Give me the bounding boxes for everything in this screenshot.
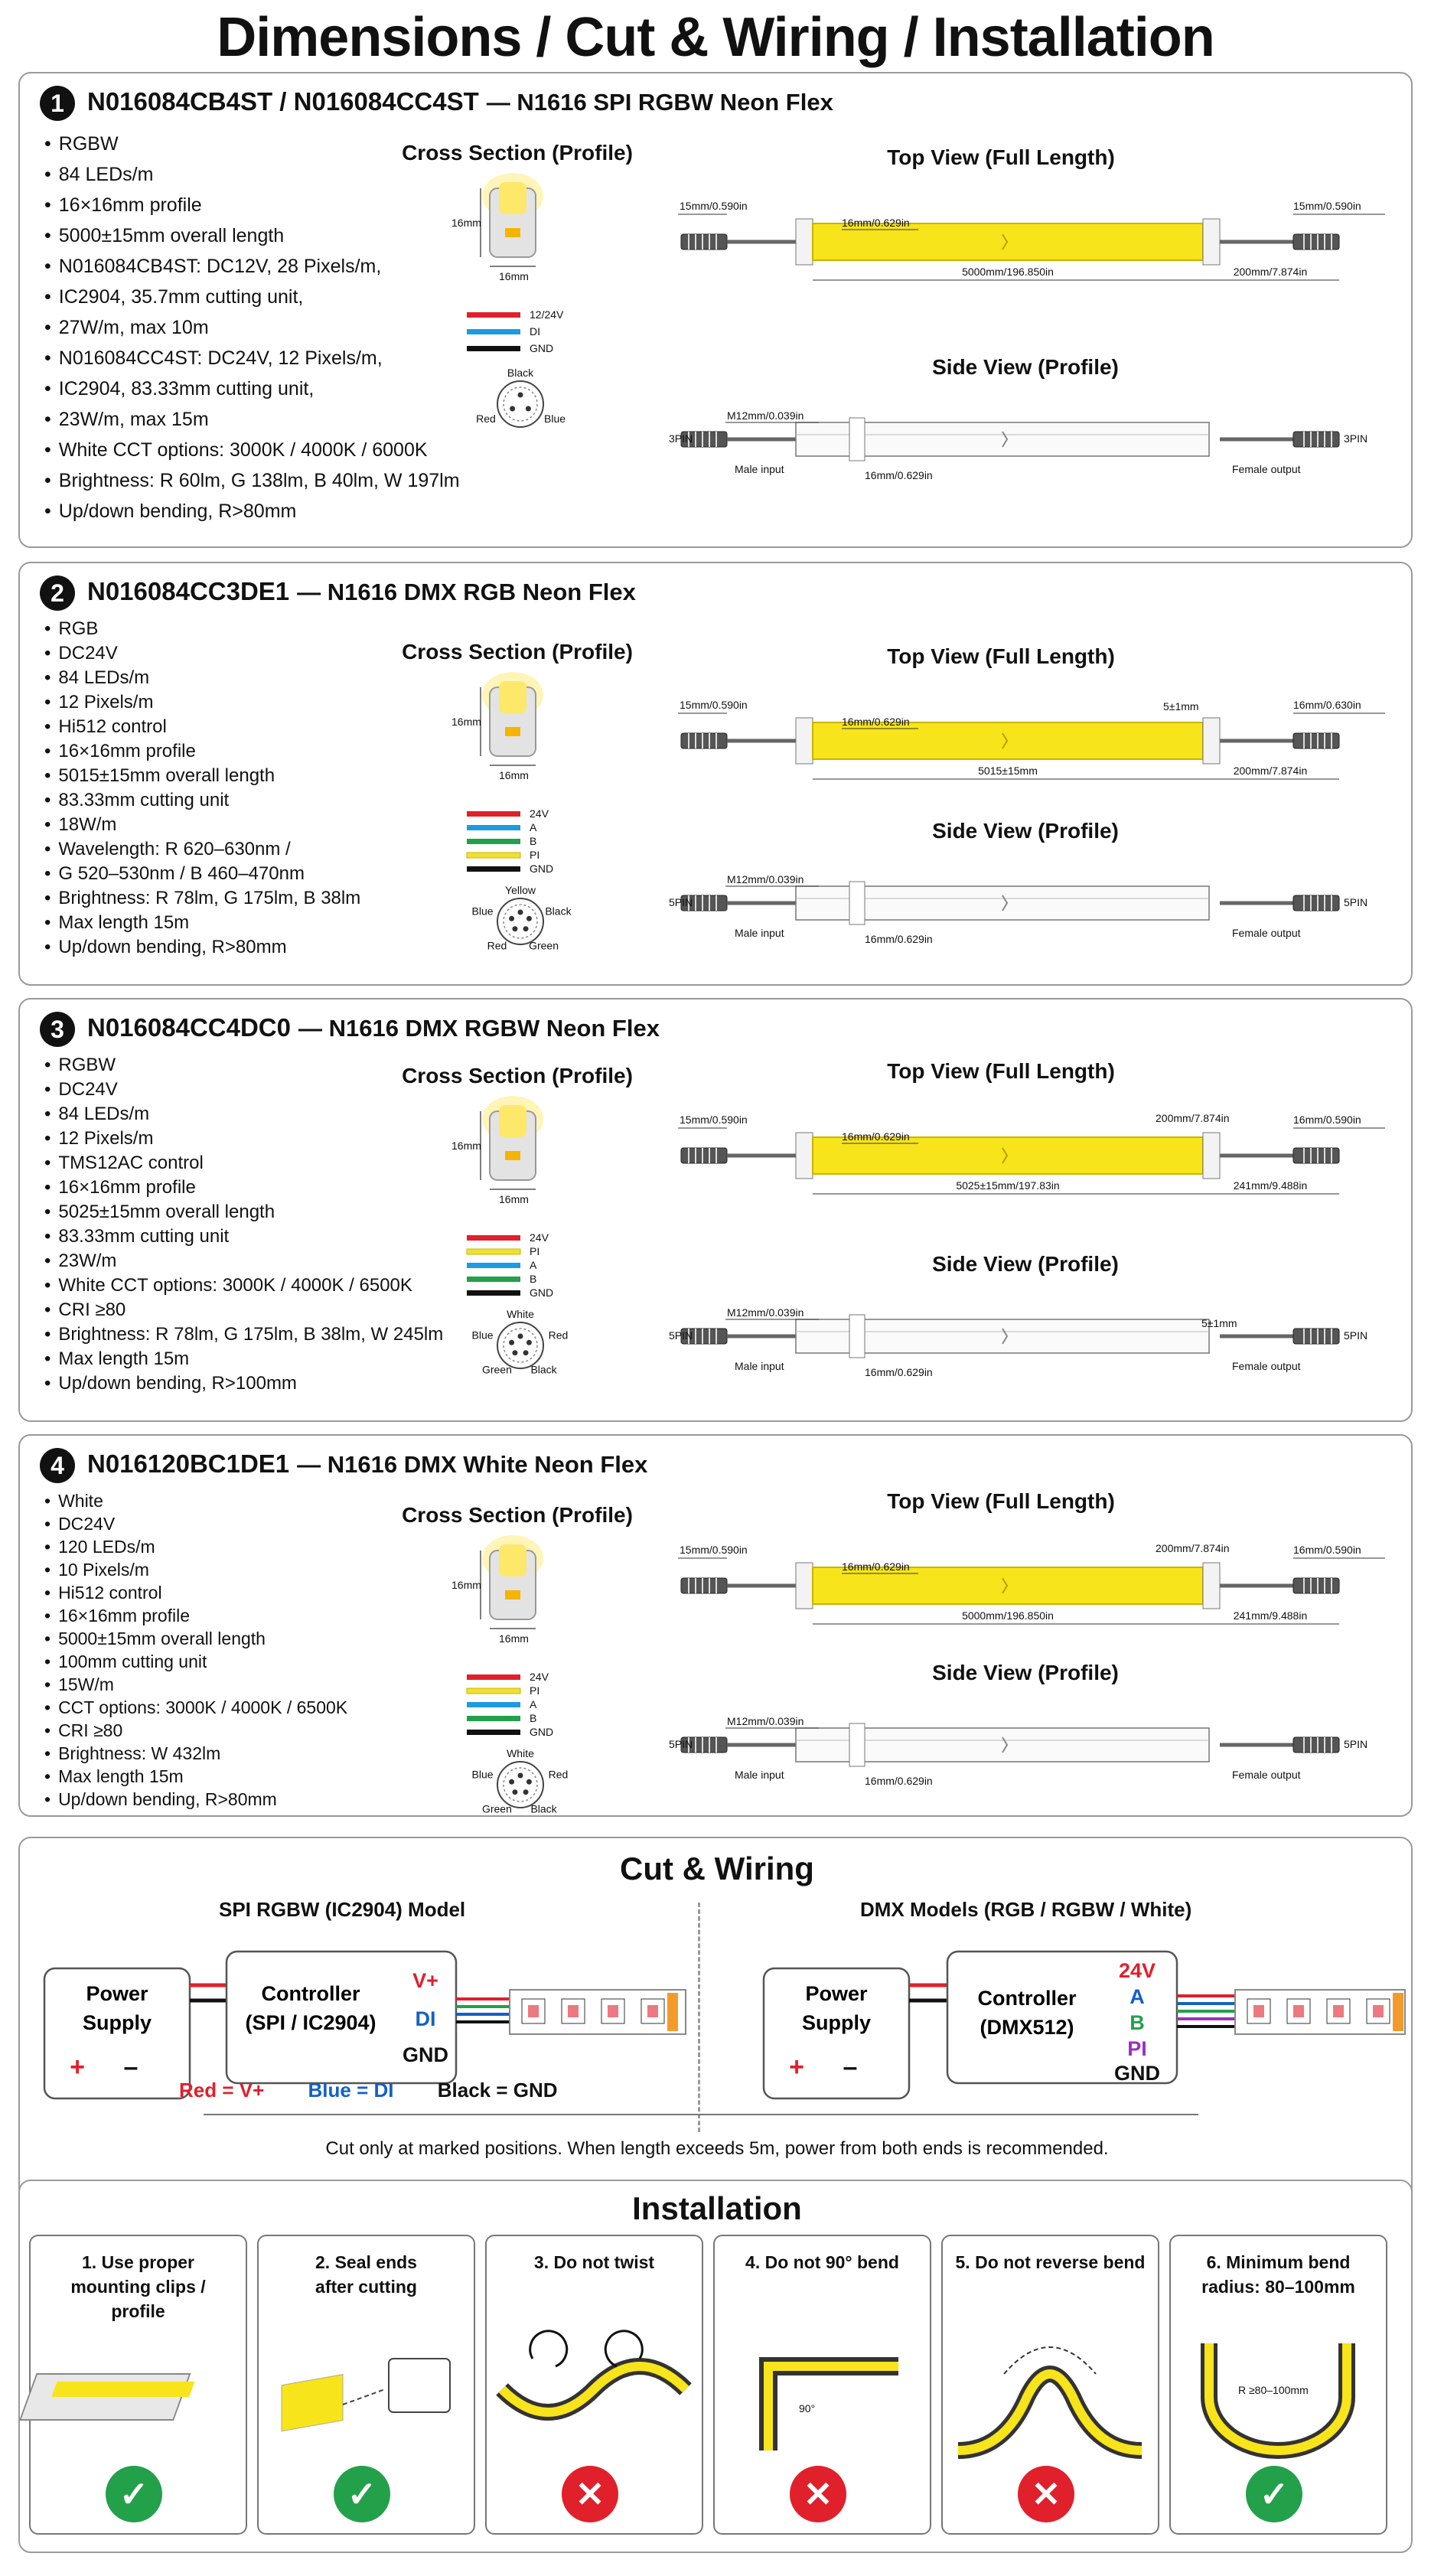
- male-input-label: Male input: [735, 1769, 784, 1781]
- install-step-label: 1. Use proper mounting clips / profile: [70, 2252, 206, 2321]
- dim-height: 16mm/0.629in: [865, 1775, 933, 1787]
- install-illustration: [487, 2328, 705, 2458]
- spec-list: [44, 617, 360, 960]
- spec-item: • 16×16mm profile: [44, 1604, 347, 1627]
- pin-left: 5PIN: [669, 896, 693, 908]
- wire-label: GND: [530, 862, 554, 875]
- spec-item: • 12 Pixels/m: [44, 690, 360, 715]
- dim-cable-dia: M12mm/0.039in: [727, 1715, 804, 1727]
- ps-label-2: Supply: [801, 2011, 872, 2034]
- install-step-label: 2. Seal ends after cutting: [315, 2252, 417, 2297]
- dim-width: 16mm/0.629in: [842, 1560, 910, 1573]
- spec-item: • DC24V: [44, 1512, 347, 1535]
- dim-cable: 200mm/7.874in: [1156, 1542, 1230, 1554]
- cs-height-label: 16mm: [451, 217, 481, 229]
- top-view-drawing: [666, 1528, 1400, 1681]
- spec-list: [44, 1053, 443, 1396]
- install-step-label: 3. Do not twist: [533, 2252, 655, 2272]
- connector-pin-label: White: [507, 1308, 534, 1320]
- connector-pin-label: Red: [548, 1329, 569, 1342]
- wire-label: GND: [530, 342, 554, 354]
- dmx-model-title: DMX Models (RGB / RGBW / White): [860, 1898, 1192, 1921]
- wire-label: 12/24V: [530, 308, 564, 321]
- connector-pin-label: Black: [545, 905, 572, 918]
- cs-height-label: 16mm: [451, 716, 481, 728]
- side-view-heading: Side View (Profile): [932, 1661, 1119, 1684]
- spec-item: • 100mm cutting unit: [44, 1650, 347, 1673]
- spec-item: • N016084CB4ST: DC12V, 28 Pixels/m,: [44, 251, 460, 282]
- check-icon: ✓: [1246, 2466, 1302, 2522]
- pin-right: 5PIN: [1344, 1329, 1368, 1342]
- dim-length: 5000mm/196.850in: [962, 266, 1054, 278]
- dim-cable-dia: M12mm/0.039in: [727, 873, 804, 885]
- spec-item: • Brightness: R 60lm, G 138lm, B 40lm, W 197lm: [44, 465, 460, 496]
- spec-item: • Hi512 control: [44, 1581, 347, 1604]
- install-step: [1169, 2235, 1387, 2535]
- product-code: N016120BC1DE1: [87, 1449, 290, 1478]
- minus-sign: –: [843, 2053, 858, 2082]
- product-name: — N1616 DMX RGB Neon Flex: [297, 579, 636, 605]
- spec-item: • RGBW: [44, 1053, 443, 1078]
- dim-tolerance: 5±1mm: [1201, 1317, 1237, 1329]
- dim-height: 16mm/0.629in: [865, 1366, 933, 1378]
- pin-right: 3PIN: [1344, 432, 1368, 445]
- column-divider: [698, 1903, 700, 2132]
- side-view-drawing: [666, 389, 1400, 519]
- spec-item: • IC2904, 83.33mm cutting unit,: [44, 373, 460, 404]
- dim-tail: 241mm/9.488in: [1233, 1179, 1308, 1192]
- ps-label-2: Supply: [82, 2011, 152, 2034]
- dim-cable-dia: M12mm/0.039in: [727, 1306, 804, 1319]
- dmx-ctrl-2: (DMX512): [980, 2016, 1074, 2039]
- cs-width-label: 16mm: [499, 270, 529, 282]
- spec-item: • DC24V: [44, 641, 360, 666]
- female-output-label: Female output: [1232, 463, 1301, 475]
- cs-width-label: 16mm: [499, 1632, 529, 1645]
- wire-label: 24V: [530, 1671, 549, 1683]
- male-input-label: Male input: [735, 463, 784, 475]
- spec-item: • 5015±15mm overall length: [44, 764, 360, 788]
- spec-item: • CRI ≥80: [44, 1298, 443, 1322]
- spec-item: • CCT options: 3000K / 4000K / 6500K: [44, 1696, 347, 1719]
- cut-note: Cut only at marked positions. When length exceeds 5m, power from both ends is recommended.: [325, 2138, 1109, 2159]
- spec-item: • Brightness: R 78lm, G 175lm, B 38lm, W 245lm: [44, 1322, 443, 1347]
- spec-item: • Up/down bending, R>100mm: [44, 1371, 443, 1396]
- dim-cable-dia: M12mm/0.039in: [727, 409, 804, 422]
- install-step-label: 5. Do not reverse bend: [955, 2252, 1146, 2272]
- product-number-badge: 1: [40, 86, 75, 121]
- spec-item: • DC24V: [44, 1078, 443, 1102]
- spec-item: • White CCT options: 3000K / 4000K / 6500K: [44, 1273, 443, 1298]
- check-icon: ✓: [106, 2466, 162, 2522]
- spi-wiring-diagram: [20, 1930, 693, 2098]
- cross-section-drawing: [436, 173, 635, 426]
- pin-right: 5PIN: [1344, 896, 1368, 908]
- spec-item: • Wavelength: R 620–630nm /: [44, 837, 360, 862]
- wire-label: B: [530, 1273, 537, 1285]
- spec-item: • 84 LEDs/m: [44, 1102, 443, 1127]
- spec-item: • 83.33mm cutting unit: [44, 1224, 443, 1249]
- side-view-drawing: [666, 853, 1400, 983]
- spec-item: • Max length 15m: [44, 911, 360, 935]
- install-illustration: [31, 2328, 249, 2458]
- dim-left: 15mm/0.590in: [680, 200, 748, 212]
- spec-item: • RGB: [44, 617, 360, 641]
- dmx-wiring-diagram: [739, 1930, 1413, 2098]
- ps-label-1: Power: [86, 1982, 148, 2005]
- minus-sign: –: [123, 2053, 139, 2082]
- cs-height-label: 16mm: [451, 1579, 481, 1591]
- top-view-drawing: [666, 1097, 1400, 1251]
- product-number-badge: 3: [40, 1012, 75, 1047]
- radius-label: R ≥80–100mm: [1238, 2384, 1309, 2396]
- spec-list: [44, 129, 460, 527]
- connector-pin-label: Blue: [471, 1768, 494, 1781]
- product-number-badge: 4: [40, 1448, 75, 1483]
- install-illustration: [943, 2328, 1161, 2458]
- legend-red: Red = V+: [179, 2079, 265, 2102]
- cross-icon: ✕: [562, 2466, 618, 2522]
- wire-label: PI: [530, 1245, 540, 1257]
- cross-section-drawing: [436, 1096, 635, 1376]
- cross-section-drawing: [436, 1535, 635, 1815]
- installation-title: Installation: [632, 2190, 802, 2226]
- dmx-term-a: A: [1129, 1985, 1145, 2008]
- dim-height: 16mm/0.629in: [865, 933, 933, 945]
- dim-right: 16mm/0.630in: [1293, 699, 1361, 711]
- dim-height: 16mm/0.629in: [865, 469, 933, 481]
- wire-label: A: [530, 1259, 537, 1271]
- install-step: [713, 2235, 931, 2535]
- spec-item: • 5025±15mm overall length: [44, 1200, 443, 1224]
- install-illustration: [715, 2328, 933, 2458]
- spec-item: • White: [44, 1489, 347, 1512]
- product-title: [87, 1449, 647, 1479]
- connector-pin-label: Yellow: [505, 884, 536, 896]
- connector-pin-label: Red: [548, 1768, 569, 1781]
- wire-label: GND: [530, 1286, 554, 1299]
- plus-sign: +: [789, 2053, 804, 2082]
- install-step: [257, 2235, 475, 2535]
- spec-item: • 16×16mm profile: [44, 739, 360, 764]
- spec-item: • 16×16mm profile: [44, 190, 460, 220]
- cross-section-heading: Cross Section (Profile): [402, 640, 633, 664]
- legend-blue: Blue = DI: [308, 2079, 394, 2102]
- spec-item: • Brightness: R 78lm, G 175lm, B 38lm: [44, 886, 360, 911]
- cross-section-drawing: [436, 672, 635, 952]
- product-number-badge: 2: [40, 576, 75, 611]
- dim-left: 15mm/0.590in: [680, 699, 748, 711]
- spec-item: • Max length 15m: [44, 1765, 347, 1788]
- top-view-heading: Top View (Full Length): [887, 1059, 1115, 1083]
- dim-cable: 200mm/7.874in: [1156, 1112, 1230, 1124]
- angle-label: 90°: [799, 2402, 816, 2415]
- dim-right: 16mm/0.590in: [1293, 1544, 1361, 1556]
- page-title: Dimensions / Cut & Wiring / Installation: [217, 7, 1214, 68]
- wire-label: GND: [530, 1726, 554, 1738]
- connector-pin-label: Red: [487, 939, 507, 952]
- dim-right: 16mm/0.590in: [1293, 1114, 1361, 1126]
- ps-label-1: Power: [805, 1982, 868, 2005]
- spec-item: • IC2904, 35.7mm cutting unit,: [44, 282, 460, 312]
- connector-pin-label: Red: [476, 412, 496, 425]
- install-illustration: [259, 2328, 477, 2458]
- spi-term-v: V+: [412, 1969, 438, 1992]
- dim-width: 16mm/0.629in: [842, 217, 910, 229]
- spec-item: • N016084CC4ST: DC24V, 12 Pixels/m,: [44, 343, 460, 373]
- spec-item: • Brightness: W 432lm: [44, 1742, 347, 1765]
- side-view-heading: Side View (Profile): [932, 819, 1119, 843]
- connector-pin-label: Green: [481, 1363, 512, 1376]
- female-output-label: Female output: [1232, 1360, 1301, 1372]
- cross-icon: ✕: [1018, 2466, 1074, 2522]
- spec-item: • G 520–530nm / B 460–470nm: [44, 862, 360, 886]
- connector-pin-label: Green: [481, 1802, 512, 1815]
- connector-pin-label: Blue: [544, 412, 566, 425]
- dim-length: 5025±15mm/197.83in: [956, 1179, 1060, 1192]
- top-view-drawing: [666, 184, 1400, 337]
- dim-length: 5015±15mm: [978, 765, 1038, 777]
- product-name: — N1616 DMX White Neon Flex: [297, 1451, 648, 1478]
- dim-right: 15mm/0.590in: [1293, 200, 1361, 212]
- cut-wiring-panel: [18, 1837, 1413, 2213]
- spi-ctrl-1: Controller: [261, 1982, 360, 2005]
- spec-item: • TMS12AC control: [44, 1151, 443, 1176]
- connector-pin-label: Blue: [471, 1329, 494, 1342]
- spi-term-di: DI: [415, 2007, 436, 2030]
- spec-item: • Hi512 control: [44, 715, 360, 739]
- connector-pin-label: Black: [530, 1363, 557, 1376]
- product-name: — N1616 DMX RGBW Neon Flex: [298, 1015, 660, 1042]
- spec-item: • 5000±15mm overall length: [44, 1627, 347, 1650]
- wire-label: PI: [530, 849, 540, 861]
- side-view-heading: Side View (Profile): [932, 355, 1119, 379]
- cross-section-heading: Cross Section (Profile): [402, 141, 633, 165]
- product-title: [87, 87, 833, 116]
- product-title: [87, 1013, 660, 1042]
- wire-label: DI: [530, 325, 540, 337]
- dmx-ctrl-1: Controller: [977, 1987, 1077, 2010]
- spi-ctrl-2: (SPI / IC2904): [245, 2011, 376, 2034]
- spec-item: • 120 LEDs/m: [44, 1535, 347, 1558]
- spec-list: [44, 1489, 347, 1811]
- spec-item: • 5000±15mm overall length: [44, 220, 460, 251]
- cross-icon: ✕: [790, 2466, 846, 2522]
- install-step: [29, 2235, 247, 2535]
- check-icon: ✓: [334, 2466, 390, 2522]
- connector-pin-label: Blue: [471, 905, 494, 918]
- wire-label: 24V: [530, 1231, 549, 1244]
- top-view-drawing: [666, 683, 1400, 836]
- product-code: N016084CC3DE1: [87, 577, 290, 605]
- connector-pin-label: Green: [529, 939, 559, 952]
- side-view-drawing: [666, 1286, 1400, 1416]
- dim-length: 5000mm/196.850in: [962, 1609, 1054, 1622]
- dim-tail: 200mm/7.874in: [1233, 266, 1308, 278]
- pin-right: 5PIN: [1344, 1738, 1368, 1750]
- pin-left: 3PIN: [669, 432, 693, 445]
- connector-pin-label: Black: [530, 1802, 557, 1815]
- dim-width: 16mm/0.629in: [842, 1130, 910, 1143]
- install-step-label: 6. Minimum bend radius: 80–100mm: [1201, 2252, 1355, 2297]
- male-input-label: Male input: [735, 927, 784, 939]
- plus-sign: +: [70, 2053, 85, 2082]
- dim-left: 15mm/0.590in: [680, 1544, 748, 1556]
- connector-pin-label: White: [507, 1747, 534, 1759]
- top-view-heading: Top View (Full Length): [887, 644, 1115, 668]
- install-step: [485, 2235, 703, 2535]
- spec-item: • White CCT options: 3000K / 4000K / 6000K: [44, 435, 460, 465]
- dim-left: 15mm/0.590in: [680, 1114, 748, 1126]
- spec-item: • Up/down bending, R>80mm: [44, 496, 460, 527]
- side-view-heading: Side View (Profile): [932, 1252, 1119, 1276]
- wire-label: 24V: [530, 807, 549, 820]
- side-view-drawing: [666, 1694, 1400, 1824]
- spec-item: • CRI ≥80: [44, 1719, 347, 1742]
- spec-item: • 23W/m, max 15m: [44, 404, 460, 435]
- dmx-term-24v: 24V: [1118, 1959, 1156, 1982]
- wiring-legend: [179, 2079, 558, 2102]
- cs-width-label: 16mm: [499, 1193, 529, 1205]
- install-illustration: [1171, 2328, 1389, 2458]
- spec-item: • Max length 15m: [44, 1347, 443, 1371]
- cut-wiring-title: Cut & Wiring: [620, 1850, 814, 1886]
- spec-item: • 12 Pixels/m: [44, 1127, 443, 1151]
- wire-label: A: [530, 821, 537, 833]
- dmx-term-b: B: [1129, 2011, 1145, 2034]
- female-output-label: Female output: [1232, 927, 1301, 939]
- spi-model-title: SPI RGBW (IC2904) Model: [219, 1898, 466, 1921]
- dim-tail: 200mm/7.874in: [1233, 765, 1308, 777]
- legend-black: Black = GND: [437, 2079, 558, 2102]
- wire-label: B: [530, 1712, 537, 1724]
- spi-term-gnd: GND: [403, 2043, 448, 2066]
- spec-item: • 16×16mm profile: [44, 1176, 443, 1200]
- dim-tolerance: 5±1mm: [1163, 700, 1199, 712]
- spec-item: • 15W/m: [44, 1673, 347, 1696]
- spec-item: • 27W/m, max 10m: [44, 312, 460, 343]
- install-step: [941, 2235, 1159, 2535]
- wire-label: PI: [530, 1684, 540, 1697]
- cross-section-heading: Cross Section (Profile): [402, 1503, 633, 1527]
- product-code: N016084CB4ST / N016084CC4ST: [87, 87, 479, 116]
- wire-label: B: [530, 835, 537, 847]
- dmx-term-pi: PI: [1127, 2037, 1147, 2060]
- cs-height-label: 16mm: [451, 1140, 481, 1152]
- spec-item: • RGBW: [44, 129, 460, 159]
- pin-left: 5PIN: [669, 1329, 693, 1342]
- spec-item: • 23W/m: [44, 1249, 443, 1273]
- spec-item: • 10 Pixels/m: [44, 1558, 347, 1581]
- connector-pin-label: Black: [507, 367, 534, 379]
- dim-width: 16mm/0.629in: [842, 716, 910, 728]
- product-code: N016084CC4DC0: [87, 1013, 291, 1042]
- note-divider: [204, 2114, 1198, 2115]
- spec-item: • 83.33mm cutting unit: [44, 788, 360, 813]
- product-name: — N1616 SPI RGBW Neon Flex: [486, 89, 833, 116]
- spec-item: • Up/down bending, R>80mm: [44, 1788, 347, 1811]
- wire-label: A: [530, 1698, 537, 1710]
- cross-section-heading: Cross Section (Profile): [402, 1064, 633, 1087]
- male-input-label: Male input: [735, 1360, 784, 1372]
- product-title: [87, 577, 636, 606]
- top-view-heading: Top View (Full Length): [887, 145, 1115, 169]
- spec-item: • Up/down bending, R>80mm: [44, 935, 360, 960]
- pin-left: 5PIN: [669, 1738, 693, 1750]
- dmx-term-gnd: GND: [1114, 2062, 1160, 2085]
- install-step-label: 4. Do not 90° bend: [745, 2252, 899, 2272]
- female-output-label: Female output: [1232, 1769, 1301, 1781]
- spec-item: • 18W/m: [44, 813, 360, 837]
- dim-tail: 241mm/9.488in: [1233, 1609, 1308, 1622]
- spec-item: • 84 LEDs/m: [44, 159, 460, 190]
- top-view-heading: Top View (Full Length): [887, 1489, 1115, 1513]
- cs-width-label: 16mm: [499, 769, 529, 781]
- spec-item: • 84 LEDs/m: [44, 666, 360, 690]
